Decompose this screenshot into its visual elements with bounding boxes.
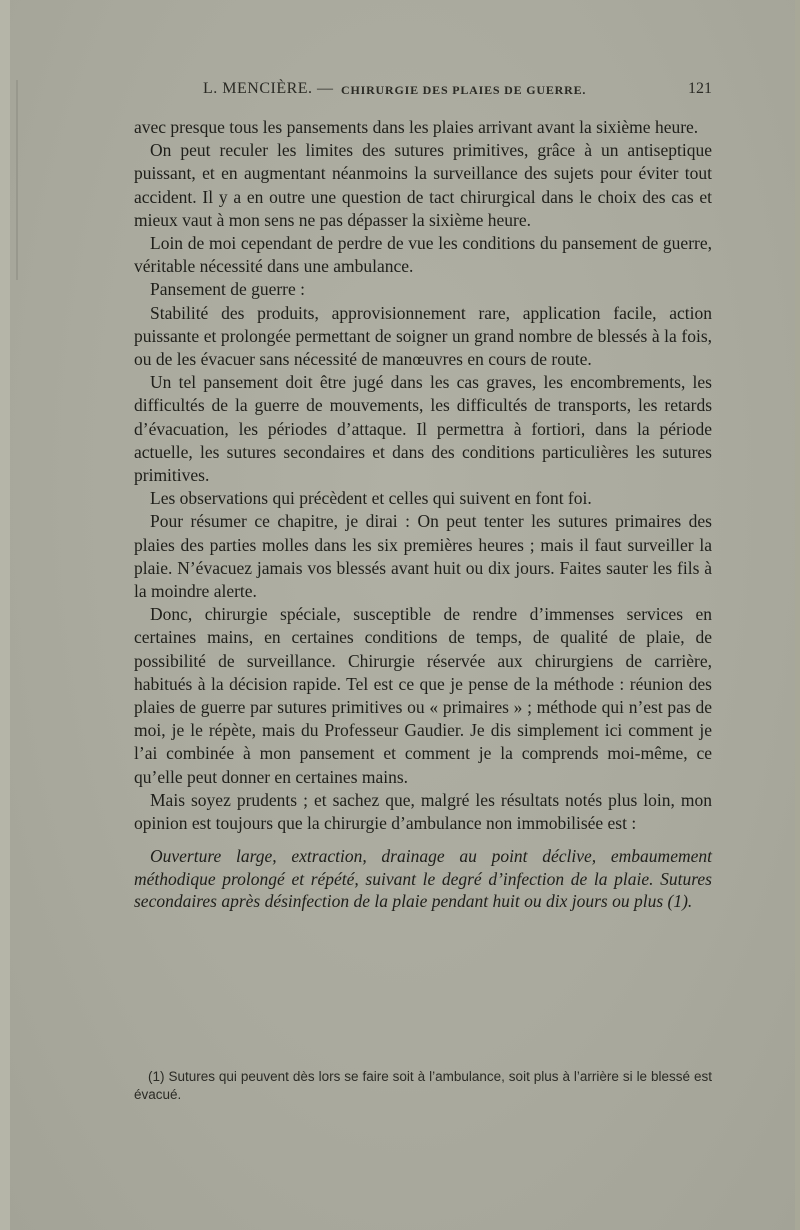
paragraph: Pour résumer ce chapitre, je dirai : On peut tenter les sutures primaires des plaies des parties molles dans les six premières heures ; mais il faut surveiller la plaie. N’évacuez jamais vos blessés avant huit ou dix jours. Faites sauter les fils à la moindre alerte. — [134, 511, 712, 602]
binding-shadow — [16, 80, 18, 280]
paragraph: avec presque tous les pansements dans les plaies arrivant avant la sixième heure. — [134, 117, 699, 137]
paragraph: Stabilité des produits, approvisionnement rare, application facile, action puissante et prolongée permettant de soigner un grand nombre de blessés à la fois, ou de les évacuer sans nécessité de manœuvres en cours de route. — [134, 302, 712, 370]
footnote: (1) Sutures qui peuvent dès lors se faire soit à l’ambulance, soit plus à l’arrière si le blessé est évacué. — [134, 1069, 712, 1102]
paragraph: Les observations qui précèdent et celles qui suivent en font foi. — [150, 488, 592, 509]
paragraph: Loin de moi cependant de perdre de vue les conditions du pansement de guerre, véritable nécessité dans une ambulance. — [134, 233, 712, 277]
body-text — [134, 116, 712, 913]
page-left-edge — [0, 0, 10, 1230]
header-author: L. MENCIÈRE. — — [203, 80, 334, 97]
paragraph: Donc, chirurgie spéciale, susceptible de rendre d’immenses services en certaines mains, en certaines conditions de temps, de qualité de plaie, de possibilité de surveillance. Chirurgie réservée aux chirurgiens de carrière, habitués à la décision rapide. Tel est ce que je pense de la méthode : réunion des plaies de guerre par sutures primitives ou « primaires » ; méthode qui n’est pas de moi, je le répète, mais du Professeur Gaudier. Je dis simplement ici comment je l’ai combinée à mon pansement et comment je la comprends moi-même, ce qu’elle peut donner en certaines mains. — [134, 604, 712, 787]
paragraph: Mais soyez prudents ; et sachez que, malgré les résultats notés plus loin, mon opinion est toujours que la chirurgie d’ambulance non immobilisée est : — [134, 789, 712, 834]
page-number: 121 — [688, 80, 712, 97]
paragraph: Un tel pansement doit être jugé dans les cas graves, les encombrements, les difficultés de la guerre de mouvements, les difficultés de transports, les retards d’évacuation, les périodes d’attaque. Il permettra à fortiori, dans la période actuelle, les sutures secondaires et dans des conditions particulières les sutures primitives. — [134, 372, 712, 486]
conclusion-italic: Ouverture large, extraction, drainage au point déclive, embaumement méthodique prolongé et répété, suivant le degré d’infection de la plaie. Sutures secondaires après désinfection de la plaie pendant huit ou dix jours ou plus (1). — [134, 846, 712, 912]
paragraph: On peut reculer les limites des sutures primitives, grâce à un antiseptique puissant, et en augmentant néanmoins la surveillance des sujets pour éviter tout accident. Il y a en outre une question de tact chirurgical dans le choix des cas et mieux vaut à mon sens ne pas dépasser la sixième heure. — [134, 140, 712, 230]
header-title: CHIRURGIE DES PLAIES DE GUERRE. — [341, 83, 587, 97]
paragraph: Pansement de guerre : — [150, 279, 306, 300]
running-header — [190, 80, 720, 104]
